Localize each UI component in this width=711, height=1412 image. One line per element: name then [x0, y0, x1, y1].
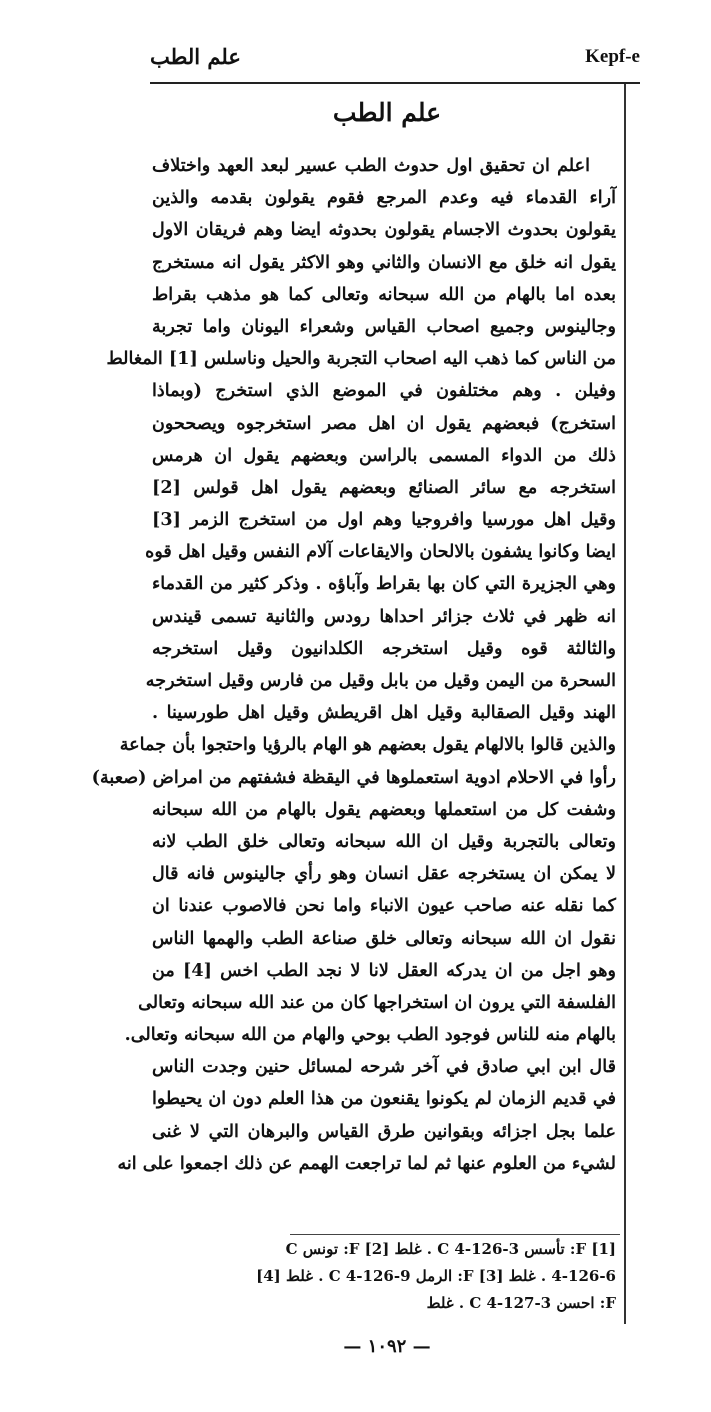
text-line: والذين قالوا بالالهام يقول بعضهم هو الهام بالرؤيا واحتجوا بأن جماعة [119, 734, 616, 756]
text-line: وهي الجزيرة التي كان بها بقراط وآباؤه . وذكر كثير من القدماء [152, 573, 616, 595]
text-line: ذلك من الدواء المسمى بالراسن وبعضهم يقول ان هرمس [152, 444, 616, 466]
margin-rule [624, 84, 626, 1324]
text-line: وتعالى بالتجربة وقيل ان الله سبحانه وتعالى خلق الطب لانه [152, 830, 616, 852]
text-line: قال ابن ابي صادق في آخر شرحه لمسائل حنين وجدت الناس [152, 1056, 616, 1078]
text-line: ايضا وكانوا يشفون بالالحان والايقاعات آلام النفس وقيل اهل قوه [145, 541, 616, 563]
text-line: كما نقله عنه صاحب عيون الانباء واما نحن فالاصوب عندنا ان [152, 895, 616, 917]
text-line: وجالينوس وجميع اصحاب القياس وشعراء اليونان واما تجربة [152, 315, 616, 337]
text-line: وهو اجل من ان يدركه العقل لانا لا نجد الطب اخس [4] من [152, 959, 616, 981]
text-line: لا يمكن ان يستخرجه عقل انسان وهو رأي جالينوس فانه قال [152, 863, 616, 885]
text-line: نقول ان الله سبحانه وتعالى خلق صناعة الطب والهمها الناس [152, 927, 616, 949]
page-number: — ١٠٩٢ — [343, 1336, 431, 1357]
text-line: من الناس كما ذهب اليه اصحاب التجربة والحيل وناسلس [1] المغالط [106, 348, 616, 370]
text-line: الهند وقيل الصقالبة وقيل اهل اقريطش وقيل اهل طورسينا . [152, 702, 616, 724]
text-line: علما بجل اجزائه وبقوانين طرق القياس والبرهان التي لا غنى [152, 1120, 616, 1142]
text-line: والثالثة قوه وقيل استخرجه الكلدانيون وقيل استخرجه [152, 637, 616, 659]
footnote-rule [290, 1234, 620, 1235]
text-line: آراء القدماء فيه وعدم المرجع فقوم يقولون بقدمه والذين [152, 187, 616, 209]
footnotes [152, 1236, 616, 1317]
running-header [150, 40, 640, 80]
footnote-line: F: احسن C 4-127-3 . غلط [426, 1294, 616, 1312]
text-line: وقيل اهل مورسيا وافروجيا وهم اول من استخرج الزمر [3] [152, 509, 616, 531]
text-line: الفلسفة التي يرون ان استخراجها كان من عند الله سبحانه وتعالى [138, 991, 616, 1013]
text-line: رأوا في الاحلام ادوية استعملوها في اليقظة فشفتهم من امراض (صعبة) [91, 766, 616, 788]
text-line: في قديم الزمان لم يكونوا يقنعون من هذا العلم دون ان يحيطوا [152, 1088, 616, 1110]
text-line: يقولون بحدوث الاجسام يقولون بحدوثه ايضا وهم فريقان الاول [152, 219, 616, 241]
text-line: لشيء من العلوم عنها ثم لما تراجعت الهمم عن ذلك اجمعوا على انه [117, 1152, 616, 1174]
header-rule [150, 82, 640, 84]
text-line: استخرج) فبعضهم يقول ان اهل مصر استخرجوه ويصححون [152, 412, 616, 434]
text-line: السحرة من اليمن وقيل من بابل وقيل من فارس وقيل استخرجه [145, 670, 616, 691]
footnote-line: [1] F: تأسس C 4-126-3 . غلط [2] F: تونس C [285, 1240, 616, 1258]
text-line: انه ظهر في ثلاث جزائر احداها رودس والثانية تسمى قيندس [152, 605, 616, 627]
section-title: علم الطب [332, 98, 442, 127]
column-label: Kepf-e [585, 46, 640, 67]
text-line: بالهام منه للناس فوجود الطب بوحي والهام من الله سبحانه وتعالى. [124, 1024, 616, 1046]
text-line: يقول انه خلق مع الانسان والثاني وهو الاكثر يقول انه مستخرج [152, 251, 616, 273]
running-title: علم الطب [150, 44, 241, 69]
text-line: وشفت كل من استعملها وبعضهم يقول بالهام من الله سبحانه [152, 798, 616, 820]
body-text [91, 150, 616, 1180]
text-line: بعده اما بالهام من الله سبحانه وتعالى كما هو مذهب بقراط [152, 283, 616, 305]
text-line: وفيلن . وهم مختلفون في الموضع الذي استخرج (وبماذا [152, 380, 616, 402]
footnote-line: 4-126-6 . غلط [3] F: الرمل C 4-126-9 . غلط [4] [256, 1267, 616, 1285]
text-line: استخرجه مع سائر الصنائع وبعضهم يقول اهل قولس [2] [152, 476, 616, 498]
text-line: اعلم ان تحقيق اول حدوث الطب عسير لبعد العهد واختلاف [152, 155, 590, 176]
